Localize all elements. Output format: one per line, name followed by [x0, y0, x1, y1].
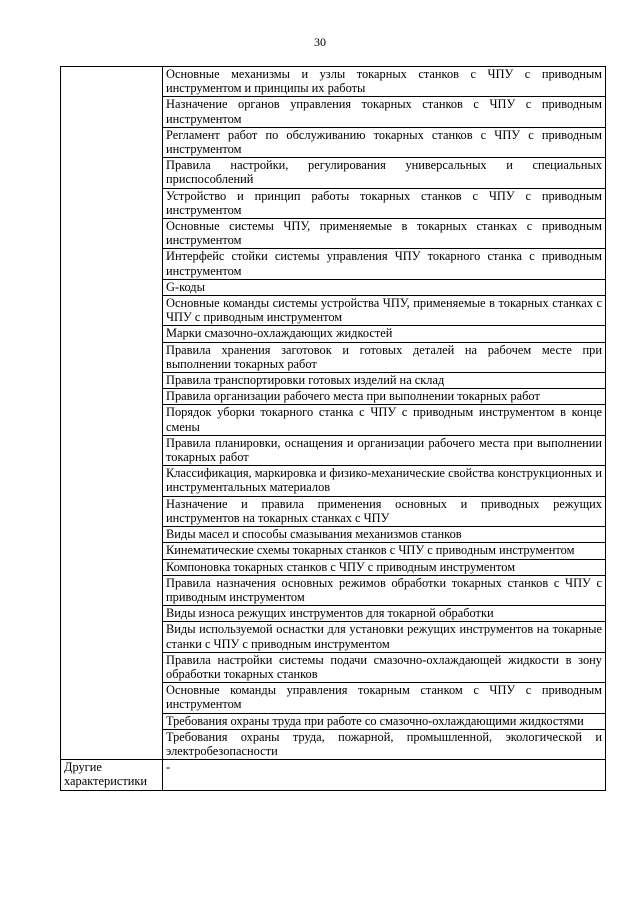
knowledge-item: Порядок уборки токарного станка с ЧПУ с приводным инструментом в конце смены	[163, 405, 606, 435]
knowledge-item: Правила транспортировки готовых изделий на склад	[163, 373, 606, 389]
knowledge-item: Правила настройки, регулирования универсальных и специальных приспособлений	[163, 158, 606, 188]
knowledge-item: Правила хранения заготовок и готовых деталей на рабочем месте при выполнении токарных работ	[163, 342, 606, 372]
knowledge-item: Назначение и правила применения основных и приводных режущих инструментов на токарных станках с ЧПУ	[163, 496, 606, 526]
knowledge-item: Марки смазочно-охлаждающих жидкостей	[163, 326, 606, 342]
page-number: 30	[314, 35, 326, 49]
knowledge-item: Основные команды управления токарным станком с ЧПУ с приводным инструментом	[163, 683, 606, 713]
knowledge-item: Виды используемой оснастки для установки режущих инструментов на токарные станки с ЧПУ с приводным инструментом	[163, 622, 606, 652]
knowledge-item: Основные механизмы и узлы токарных станков с ЧПУ с приводным инструментом и принципы их работы	[163, 67, 606, 97]
knowledge-item: Правила назначения основных режимов обработки токарных станков с ЧПУ с приводным инструментом	[163, 575, 606, 605]
knowledge-item: Правила планировки, оснащения и организации рабочего места при выполнении токарных работ	[163, 435, 606, 465]
knowledge-item: Виды масел и способы смазывания механизмов станков	[163, 527, 606, 543]
knowledge-item: Требования охраны труда, пожарной, промышленной, экологической и электробезопасности	[163, 729, 606, 759]
requirements-table	[60, 66, 606, 791]
knowledge-item: Интерфейс стойки системы управления ЧПУ токарного станка с приводным инструментом	[163, 249, 606, 279]
knowledge-item: Устройство и принцип работы токарных станков с ЧПУ с приводным инструментом	[163, 188, 606, 218]
knowledge-label-cell	[61, 67, 163, 760]
knowledge-item: Регламент работ по обслуживанию токарных станков с ЧПУ с приводным инструментом	[163, 127, 606, 157]
other-characteristics-row	[61, 760, 606, 790]
other-characteristics-label: Другие характеристики	[61, 760, 163, 790]
knowledge-item: Кинематические схемы токарных станков с ЧПУ с приводным инструментом	[163, 543, 606, 559]
knowledge-item: Классификация, маркировка и физико-механические свойства конструкционных и инструментальных материалов	[163, 466, 606, 496]
knowledge-item: Правила организации рабочего места при выполнении токарных работ	[163, 389, 606, 405]
knowledge-item: Основные системы ЧПУ, применяемые в токарных станках с приводным инструментом	[163, 219, 606, 249]
knowledge-item: Основные команды системы устройства ЧПУ, применяемые в токарных станках с ЧПУ с приводным инструментом	[163, 296, 606, 326]
knowledge-item: G-коды	[163, 279, 606, 295]
knowledge-item: Требования охраны труда при работе со смазочно-охлаждающими жидкостями	[163, 713, 606, 729]
knowledge-item: Компоновка токарных станков с ЧПУ с приводным инструментом	[163, 559, 606, 575]
requirements-table-body	[61, 67, 606, 791]
knowledge-item: Назначение органов управления токарных станков с ЧПУ с приводным инструментом	[163, 97, 606, 127]
other-characteristics-value: -	[163, 760, 606, 790]
knowledge-item: Правила настройки системы подачи смазочно-охлаждающей жидкости в зону обработки токарных станков	[163, 652, 606, 682]
knowledge-item: Виды износа режущих инструментов для токарной обработки	[163, 606, 606, 622]
knowledge-row	[61, 67, 606, 97]
